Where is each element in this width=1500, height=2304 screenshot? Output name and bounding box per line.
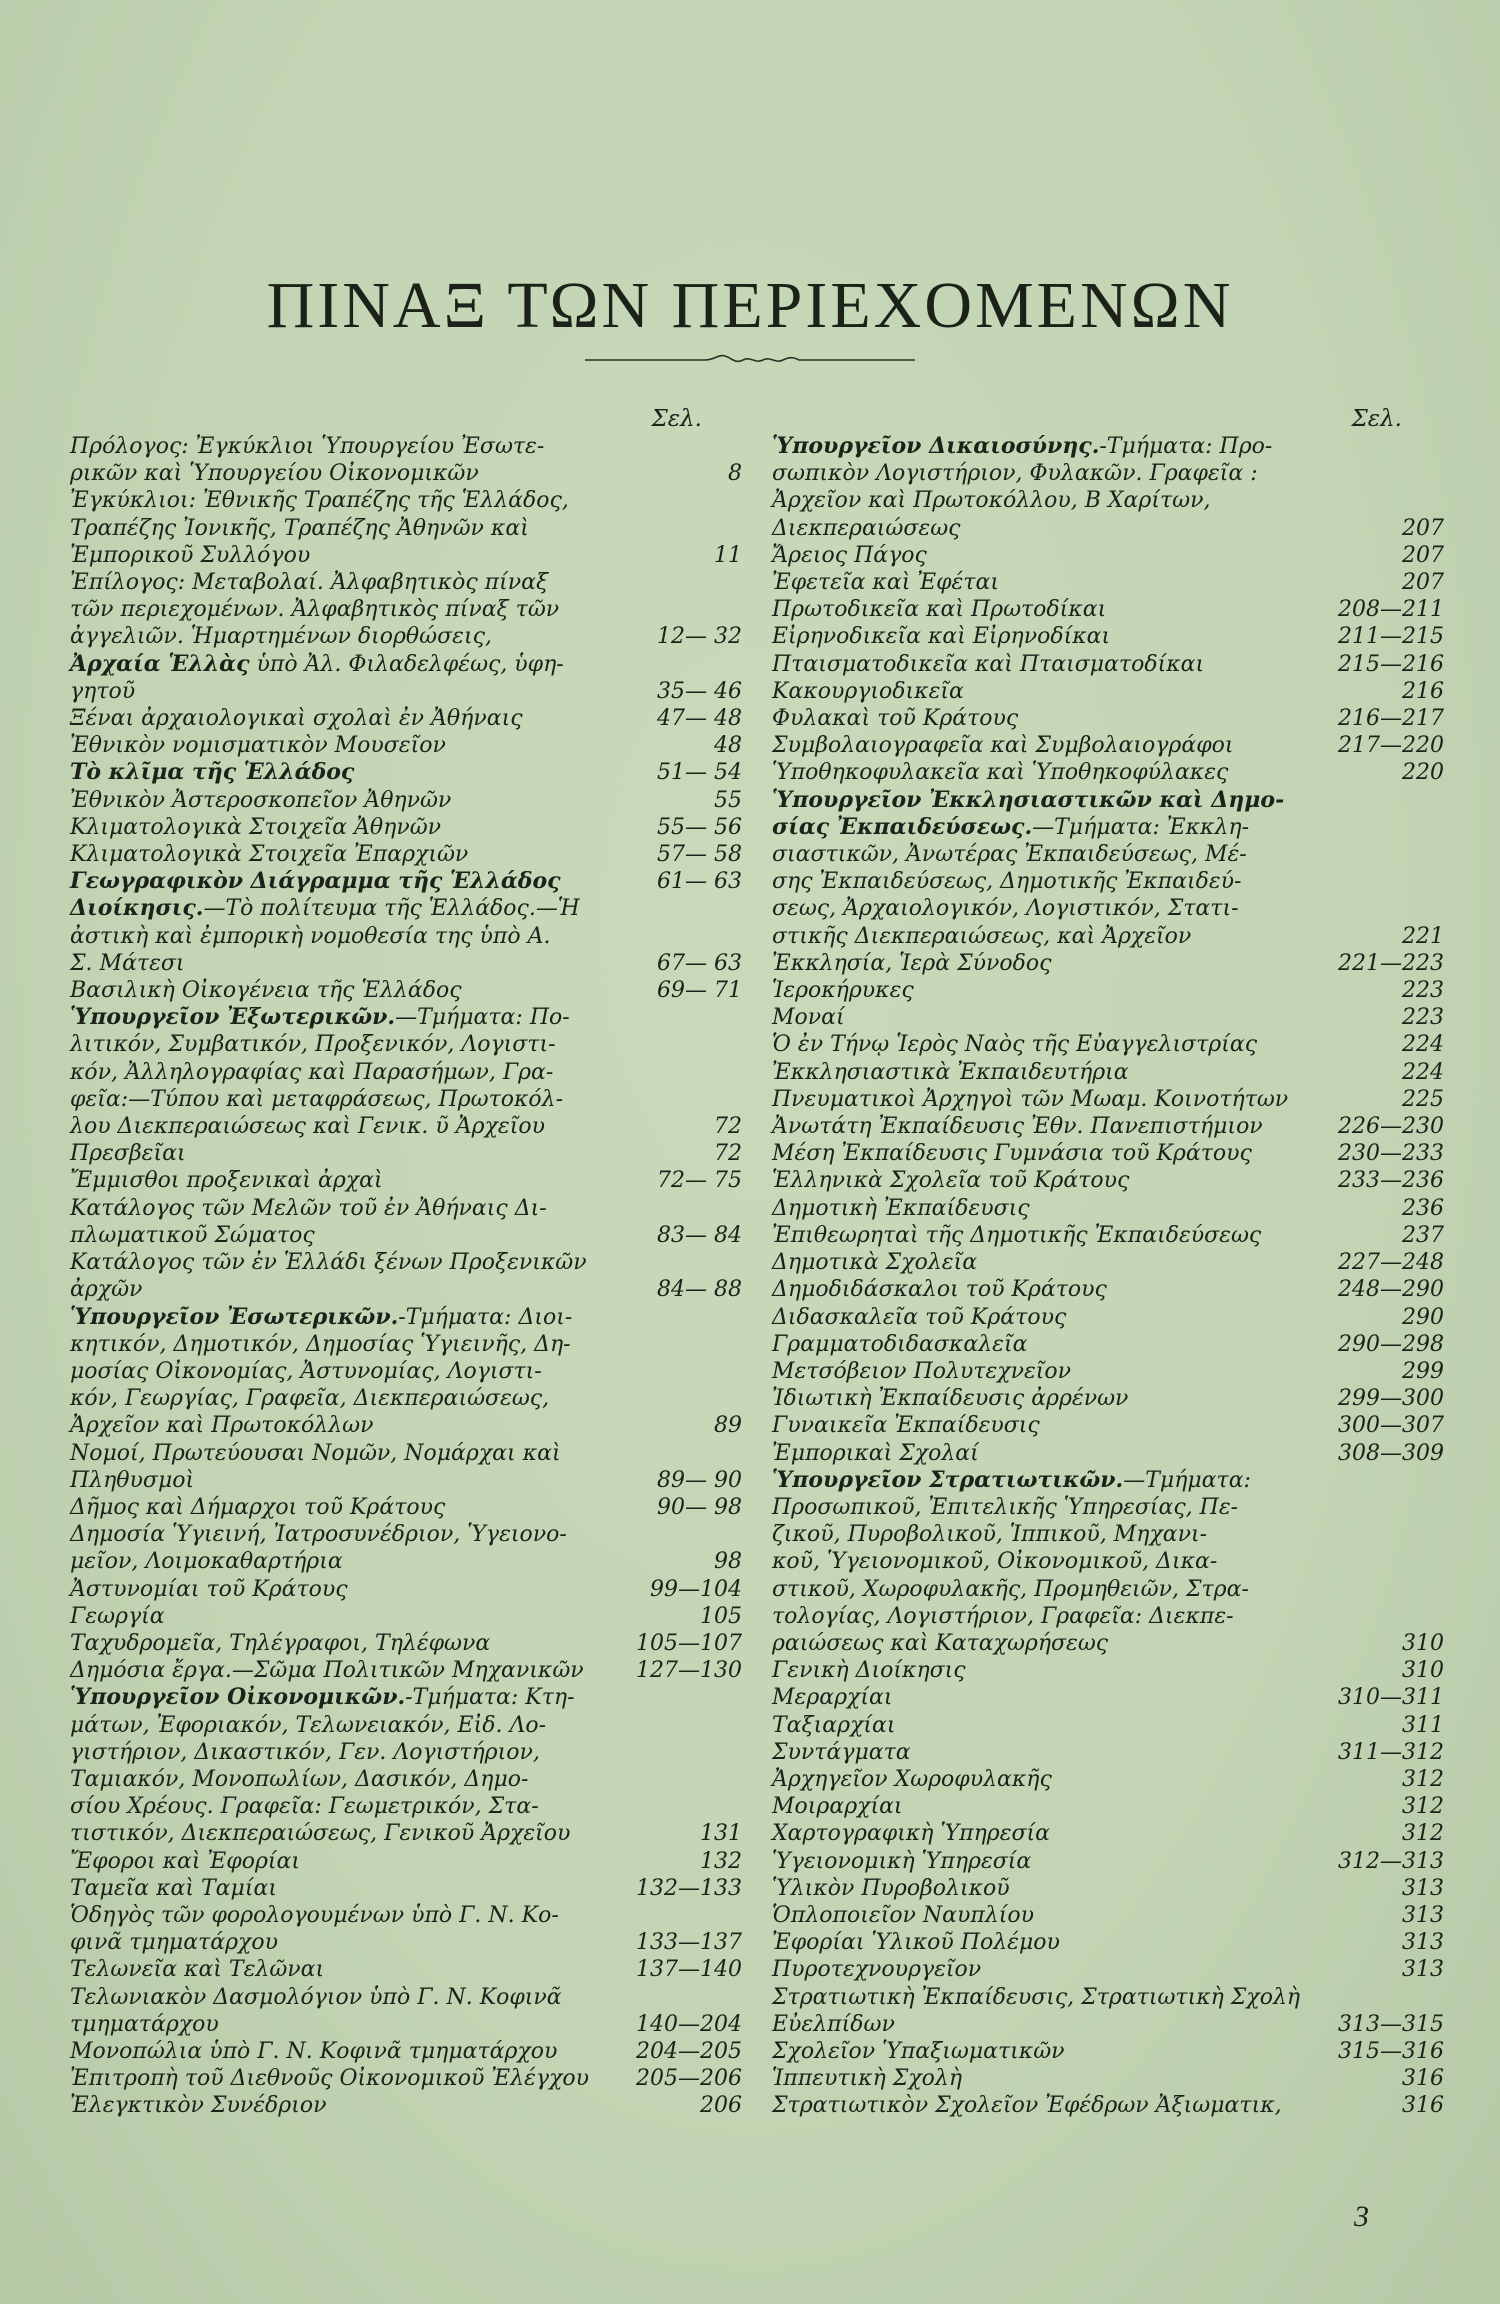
- toc-entry: [772, 1385, 1444, 1412]
- toc-entry-title: Ἐγκύκλιοι: Ἐθνικῆς Τραπέζης τῆς Ἑλλάδος, Τραπέζης Ἰονικῆς, Τραπέζης Ἀθηνῶν καὶ Ἐμπορικοῦ Συλλόγου: [70, 488, 569, 568]
- toc-entry-pages: 11: [714, 542, 742, 568]
- toc-entry-title: Κατάλογος τῶν ἐν Ἑλλάδι ξένων Προξενικῶν ἀρχῶν: [70, 1250, 587, 1303]
- toc-entry-pages: 207: [1402, 515, 1444, 541]
- toc-entry-pages: 35— 46: [657, 678, 742, 704]
- toc-entry-title: Συντάγματα: [772, 1739, 911, 1765]
- toc-entry-pages: 137—140: [636, 1957, 742, 1983]
- toc-entry: [772, 950, 1444, 977]
- toc-entry-pages: 131: [700, 1821, 742, 1847]
- toc-entry-title: Μοναί: [772, 1005, 845, 1031]
- toc-entry: [772, 1684, 1444, 1711]
- toc-entry-pages: 67— 63: [657, 950, 742, 976]
- toc-entry-title: Κακουργιοδικεῖα: [772, 678, 964, 704]
- toc-entry-pages: 207: [1402, 570, 1444, 596]
- toc-entry-pages: 72— 75: [657, 1168, 742, 1194]
- toc-entry-pages: 313: [1402, 1875, 1444, 1901]
- toc-entry-pages: 220: [1402, 760, 1444, 786]
- toc-entry-pages: 57— 58: [657, 842, 742, 868]
- toc-entry: [70, 569, 742, 651]
- toc-entry-pages: 312—313: [1338, 1848, 1444, 1874]
- toc-entry: [772, 1113, 1444, 1140]
- toc-entry: [772, 1848, 1444, 1875]
- toc-entry-title: Στρατιωτικὸν Σχολεῖον Ἐφέδρων Ἀξιωματικ,: [772, 2093, 1282, 2119]
- toc-entry-pages: 211—215: [1338, 624, 1444, 650]
- toc-entry: [70, 2065, 742, 2092]
- toc-entry-title: Μοιραρχίαι: [772, 1794, 903, 1820]
- toc-entry-pages: 216—217: [1338, 706, 1444, 732]
- page-column-header: Σελ.: [651, 406, 702, 432]
- toc-entry-pages: 204—205: [636, 2038, 742, 2064]
- toc-entry-title: Ὑπουργεῖον Οἰκονομικῶν.-Τμήματα: Κτη- μάτων, Ἐφοριακόν, Τελωνειακόν, Εἰδ. Λο- γιστήριον, Δικαστικόν, Γεν. Λογιστήριον, Ταμιακόν, Μονοπωλίων, Δασικόν, Δημο- σίου Χρέους. Γραφεῖα: Γεωμετρικόν, Στα- τιστικόν, Διεκπεραιώσεως, Γενικοῦ Ἀρχεῖου: [70, 1684, 575, 1847]
- toc-entry: [772, 1195, 1444, 1222]
- toc-entry-title: Κατάλογος τῶν Μελῶν τοῦ ἐν Ἀθήναις Δι- πλωματικοῦ Σώματος: [70, 1195, 547, 1248]
- toc-entry-title: Ἰδιωτικὴ Ἐκπαίδευσις ἀρρένων: [772, 1386, 1129, 1412]
- toc-entry: [772, 759, 1444, 786]
- toc-entry: [70, 1576, 742, 1603]
- toc-entry-title: Ἐθνικὸν Ἀστεροσκοπεῖον Ἀθηνῶν: [70, 787, 452, 813]
- toc-entry-pages: 89: [714, 1413, 742, 1439]
- toc-entry: [772, 1467, 1444, 1657]
- toc-entry-pages: 313—315: [1338, 2011, 1444, 2037]
- toc-entry-pages: 12— 32: [657, 624, 742, 650]
- toc-entry-pages: 312: [1402, 1821, 1444, 1847]
- toc-entry-title: Ἔφοροι καὶ Ἐφορίαι: [70, 1848, 300, 1874]
- toc-entry: [772, 1902, 1444, 1929]
- toc-entry-pages: 224: [1402, 1059, 1444, 1085]
- toc-entry: [70, 1167, 742, 1194]
- title-ornament: [585, 350, 915, 370]
- toc-entry-pages: 206: [700, 2093, 742, 2119]
- toc-entry-title: Χαρτογραφικὴ Ὑπηρεσία: [772, 1821, 1051, 1847]
- toc-entry-title: Ὑποθηκοφυλακεῖα καὶ Ὑποθηκοφύλακες: [772, 760, 1229, 786]
- toc-entry: [772, 678, 1444, 705]
- toc-column-left: [70, 405, 742, 2120]
- toc-entry-title: Ἐφορίαι Ὑλικοῦ Πολέμου: [772, 1930, 1060, 1956]
- toc-entry: [70, 1440, 742, 1494]
- toc-entry-pages: 315—316: [1338, 2038, 1444, 2064]
- toc-entry-pages: 72: [714, 1114, 742, 1140]
- toc-entry: [772, 542, 1444, 569]
- toc-entry: [772, 433, 1444, 542]
- toc-entry: [70, 977, 742, 1004]
- toc-entry-title: Μεραρχίαι: [772, 1685, 893, 1711]
- toc-entry: [772, 1766, 1444, 1793]
- toc-entry-pages: 127—130: [636, 1658, 742, 1684]
- toc-entry: [70, 787, 742, 814]
- toc-entry-pages: 223: [1402, 978, 1444, 1004]
- toc-entry-pages: 299: [1402, 1358, 1444, 1384]
- toc-entry: [70, 1684, 742, 1847]
- toc-entry-pages: 223: [1402, 1005, 1444, 1031]
- toc-entry-pages: 230—233: [1338, 1141, 1444, 1167]
- toc-entry-title: Δῆμος καὶ Δήμαρχοι τοῦ Κράτους: [70, 1494, 446, 1520]
- toc-entry-title: Κλιματολογικὰ Στοιχεῖα Ἀθηνῶν: [70, 814, 442, 840]
- toc-entry: [772, 1793, 1444, 1820]
- toc-entry-pages: 51— 54: [657, 760, 742, 786]
- toc-entry-pages: 316: [1402, 2066, 1444, 2092]
- toc-entry: [772, 1140, 1444, 1167]
- toc-entry: [772, 1984, 1444, 2038]
- toc-entry: [772, 623, 1444, 650]
- toc-entry-title: Γεωργία: [70, 1603, 165, 1629]
- toc-column-right: [772, 405, 1444, 2120]
- toc-entry: [772, 2092, 1444, 2119]
- toc-entry: [772, 1276, 1444, 1303]
- toc-entry-pages: 84— 88: [657, 1277, 742, 1303]
- toc-entry-title: Ἐμπορικαὶ Σχολαί: [772, 1440, 979, 1466]
- toc-entry-title: Τελωνεῖα καὶ Τελῶναι: [70, 1957, 325, 1983]
- toc-entry: [70, 814, 742, 841]
- toc-entry-pages: 99—104: [650, 1576, 742, 1602]
- toc-entry-pages: 312: [1402, 1794, 1444, 1820]
- toc-entry-title: Ὑπουργεῖον Ἐξωτερικῶν.—Τμήματα: Πο- λιτικόν, Συμβατικόν, Προξενικόν, Λογιστι- κόν, Ἀλληλογραφίας καὶ Παρασήμων, Γρα- φεῖα:—Τύπου καὶ μεταφράσεως, Πρωτοκόλ- λου Διεκπεραιώσεως καὶ Γενικ. ῦ Ἀρχεῖου: [70, 1004, 570, 1140]
- toc-entry: [70, 1657, 742, 1684]
- toc-entry-title: Πνευματικοὶ Ἀρχηγοὶ τῶν Μωαμ. Κοινοτήτων: [772, 1086, 1289, 1112]
- toc-entry-pages: 225: [1402, 1086, 1444, 1112]
- toc-entry-title: Μετσόβειον Πολυτεχνεῖον: [772, 1358, 1072, 1384]
- toc-entry-pages: 221—223: [1338, 950, 1444, 976]
- toc-entry-title: Ὑπουργεῖον Στρατιωτικῶν.—Τμήματα: Προσωπικοῦ, Ἐπιτελικῆς Ὑπηρεσίας, Πε- ζικοῦ, Πυροβολικοῦ, Ἱππικοῦ, Μηχανι- κοῦ, Ὑγειονομικοῦ, Οἰκονομικοῦ, Δικα- στικοῦ, Χωροφυλακῆς, Προμηθειῶν, Στρα- τολογίας, Λογιστήριον, Γραφεῖα: Διεκπε- ραιώσεως καὶ Καταχωρήσεως: [772, 1466, 1251, 1656]
- toc-entry-title: Ἐπίλογος: Μεταβολαί. Ἀλφαβητικὸς πίναξ τῶν περιεχομένων. Ἀλφαβητικὸς πίναξ τῶν ἀγγελιῶν. Ἡμαρτημένων διορθώσεις,: [70, 570, 560, 650]
- toc-entry: [772, 1222, 1444, 1249]
- toc-entry-pages: 316: [1402, 2093, 1444, 2119]
- toc-entry: [772, 732, 1444, 759]
- toc-entry: [772, 1249, 1444, 1276]
- toc-entry-title: Ὑπουργεῖον Ἐσωτερικῶν.-Τμήματα: Διοι- κητικόν, Δημοτικόν, Δημοσίας Ὑγιεινῆς, Δη- μοσίας Οἰκονομίας, Ἀστυνομίας, Λογιστι- κόν, Γεωργίας, Γραφεῖα, Διεκπεραιώσεως, Ἀρχεῖον καὶ Πρωτοκόλλων: [70, 1303, 573, 1439]
- toc-entry-pages: 72: [714, 1141, 742, 1167]
- toc-entry: [772, 1331, 1444, 1358]
- toc-entry: [70, 1984, 742, 2038]
- toc-entry-title: Φυλακαὶ τοῦ Κράτους: [772, 706, 1019, 732]
- toc-entry-title: Ἐκκλησιαστικὰ Ἐκπαιδευτήρια: [772, 1059, 1129, 1085]
- toc-entry: [70, 2038, 742, 2065]
- page-number: 3: [1354, 2200, 1369, 2233]
- toc-entry-pages: 224: [1402, 1032, 1444, 1058]
- toc-entry: [70, 1902, 742, 1956]
- toc-entry-title: Δημοτικὴ Ἐκπαίδευσις: [772, 1195, 1030, 1221]
- toc-entry-pages: 312: [1402, 1766, 1444, 1792]
- toc-entry-title: Ἔμμισθοι προξενικαὶ ἀρχαὶ: [70, 1168, 383, 1194]
- toc-entry: [70, 1630, 742, 1657]
- toc-entry-pages: 311—312: [1338, 1739, 1444, 1765]
- toc-entry-pages: 310: [1402, 1658, 1444, 1684]
- toc-entry-title: Ἱππευτικὴ Σχολὴ: [772, 2066, 963, 2092]
- toc-entry-title: Μέση Ἐκπαίδευσις Γυμνάσια τοῦ Κράτους: [772, 1141, 1252, 1167]
- toc-entry: [70, 651, 742, 705]
- toc-entry-title: Ἐλεγκτικὸν Συνέδριον: [70, 2093, 327, 2119]
- toc-entry-pages: 310: [1402, 1630, 1444, 1656]
- toc-entry: [70, 1140, 742, 1167]
- toc-entry: [772, 569, 1444, 596]
- toc-entry: [70, 1249, 742, 1303]
- toc-entry: [772, 1304, 1444, 1331]
- toc-entry-pages: 61— 63: [657, 869, 742, 895]
- toc-entry-pages: 105—107: [636, 1630, 742, 1656]
- toc-entry-title: Πρεσβεῖαι: [70, 1141, 186, 1167]
- toc-entry: [70, 1304, 742, 1440]
- toc-entry-pages: 221: [1402, 923, 1444, 949]
- toc-entry-pages: 47— 48: [657, 706, 742, 732]
- toc-entry: [70, 1494, 742, 1521]
- toc-entry-title: Κλιματολογικὰ Στοιχεῖα Ἐπαρχιῶν: [70, 842, 469, 868]
- toc-entry-title: Ὑπουργεῖον Ἐκκλησιαστικῶν καὶ Δημο- σίας Ἐκπαιδεύσεως.—Τμήματα: Ἐκκλη- σιαστικῶν, Ἀνωτέρας Ἐκπαιδεύσεως, Μέ- σης Ἐκπαιδεύσεως, Δημοτικῆς Ἐκπαιδεύ- σεως, Ἀρχαιολογικόν, Λογιστικόν, Στατι- στικῆς Διεκπεραιώσεως, καὶ Ἀρχεῖον: [772, 786, 1285, 949]
- toc-entry-title: Πρωτοδικεῖα καὶ Πρωτοδίκαι: [772, 597, 1107, 623]
- toc-entry: [772, 596, 1444, 623]
- toc-entry-title: Μονοπώλια ὑπὸ Γ. Ν. Κοφινᾶ τμηματάρχου: [70, 2038, 558, 2064]
- toc-entry-title: Δημοτικὰ Σχολεῖα: [772, 1250, 978, 1276]
- toc-entry: [70, 1848, 742, 1875]
- toc-entry-pages: 313: [1402, 1957, 1444, 1983]
- toc-entry: [772, 1712, 1444, 1739]
- toc-entry: [70, 2092, 742, 2119]
- toc-entry: [772, 1956, 1444, 1983]
- toc-entry-title: Ταμεῖα καὶ Ταμίαι: [70, 1875, 277, 1901]
- toc-entry: [772, 1440, 1444, 1467]
- toc-entry: [772, 2038, 1444, 2065]
- toc-entry-pages: 8: [728, 461, 742, 487]
- toc-entry-pages: 105: [700, 1603, 742, 1629]
- toc-entry-title: Διδασκαλεῖα τοῦ Κράτους: [772, 1304, 1067, 1330]
- toc-entry: [772, 651, 1444, 678]
- toc-entry-pages: 237: [1402, 1222, 1444, 1248]
- toc-entry-pages: 83— 84: [657, 1222, 742, 1248]
- toc-entry-pages: 208—211: [1338, 597, 1444, 623]
- toc-entry-title: Γεωγραφικὸν Διάγραμμα τῆς Ἑλλάδος: [70, 868, 561, 895]
- toc-entry-pages: 313: [1402, 1930, 1444, 1956]
- toc-entry-pages: 205—206: [636, 2066, 742, 2092]
- toc-entry: [70, 1875, 742, 1902]
- toc-entry-title: Ἱεροκήρυκες: [772, 978, 914, 1004]
- toc-entry: [772, 1739, 1444, 1766]
- toc-entry-title: Τὸ κλῖμα τῆς Ἑλλάδος: [70, 759, 355, 786]
- toc-entry-pages: 248—290: [1338, 1277, 1444, 1303]
- toc-entry: [772, 705, 1444, 732]
- toc-entry-title: Ἀνωτάτη Ἐκπαίδευσις Ἐθν. Πανεπιστήμιον: [772, 1114, 1263, 1140]
- toc-entry-title: Ὑπουργεῖον Δικαιοσύνης.-Τμήματα: Προ- σωπικὸν Λογιστήριον, Φυλακῶν. Γραφεῖα : Ἀρχεῖον καὶ Πρωτοκόλλου, Β Χαρίτων, Διεκπεραιώσεως: [772, 433, 1273, 541]
- toc-entry: [772, 1059, 1444, 1086]
- toc-entry-pages: 308—309: [1338, 1440, 1444, 1466]
- toc-entry-title: Γενικὴ Διοίκησις: [772, 1658, 966, 1684]
- toc-entry-pages: 300—307: [1338, 1413, 1444, 1439]
- toc-entry-pages: 236: [1402, 1195, 1444, 1221]
- toc-entry-title: Ὑγειονομικὴ Ὑπηρεσία: [772, 1848, 1032, 1874]
- toc-entry: [772, 2065, 1444, 2092]
- toc-entry-title: Νομοί, Πρωτεύουσαι Νομῶν, Νομάρχαι καὶ Πληθυσμοὶ: [70, 1440, 561, 1493]
- toc-entry: [70, 841, 742, 868]
- toc-entry-title: Διοίκησις.—Τὸ πολίτευμα τῆς Ἑλλάδος.—Ἡ ἀστικὴ καὶ ἐμπορικὴ νομοθεσία της ὑπὸ Α. Σ. Μάτεσι: [70, 895, 580, 976]
- toc-entry-title: Πταισματοδικεῖα καὶ Πταισματοδίκαι: [772, 651, 1205, 677]
- toc-entry: [70, 487, 742, 569]
- toc-entry-title: Ὁδηγὸς τῶν φορολογουμένων ὑπὸ Γ. Ν. Κο- φινᾶ τμηματάρχου: [70, 1902, 559, 1956]
- toc-entry: [70, 1004, 742, 1140]
- toc-entry-pages: 132: [700, 1848, 742, 1874]
- toc-entry-title: Ὑλικὸν Πυροβολικοῦ: [772, 1875, 1010, 1901]
- toc-entry-title: Γραμματοδιδασκαλεῖα: [772, 1331, 1028, 1357]
- toc-entry-title: Συμβολαιογραφεῖα καὶ Συμβολαιογράφοι: [772, 733, 1234, 759]
- toc-entry-pages: 89— 90: [657, 1467, 742, 1493]
- toc-entry: [70, 433, 742, 487]
- toc-entry: [772, 1086, 1444, 1113]
- toc-entry-pages: 313: [1402, 1902, 1444, 1928]
- toc-entry: [70, 895, 742, 977]
- toc-entry-pages: 48: [714, 733, 742, 759]
- toc-entry-pages: 226—230: [1338, 1114, 1444, 1140]
- toc-entry-title: Ἄρειος Πάγος: [772, 542, 927, 568]
- toc-entry-title: Ἀρχαία Ἑλλὰς ὑπὸ Ἀλ. Φιλαδελφέως, ὑφη- γητοῦ: [70, 650, 564, 704]
- toc-entry-title: Ἀστυνομίαι τοῦ Κράτους: [70, 1576, 348, 1602]
- toc-entry: [70, 1195, 742, 1249]
- toc-entry-pages: 290—298: [1338, 1331, 1444, 1357]
- toc-entry-title: Πρόλογος: Ἐγκύκλιοι Ὑπουργείου Ἐσωτε- ρικῶν καὶ Ὑπουργείου Οἰκονομικῶν: [70, 434, 545, 487]
- toc-entry-title: Στρατιωτικὴ Ἐκπαίδευσις, Στρατιωτικὴ Σχολὴ Εὐελπίδων: [772, 1984, 1301, 2037]
- toc-entry-title: Γυναικεῖα Ἐκπαίδευσις: [772, 1413, 1040, 1439]
- toc-entry-title: Ὁ ἐν Τήνῳ Ἱερὸς Ναὸς τῆς Εὐαγγελιστρίας: [772, 1032, 1258, 1058]
- toc-entry-title: Ταχυδρομεῖα, Τηλέγραφοι, Τηλέφωνα: [70, 1630, 491, 1656]
- toc-entry-pages: 310—311: [1338, 1685, 1444, 1711]
- toc-entry-pages: 290: [1402, 1304, 1444, 1330]
- toc-entry: [772, 1929, 1444, 1956]
- toc-entry-title: Ἑλληνικὰ Σχολεῖα τοῦ Κράτους: [772, 1168, 1130, 1194]
- toc-entry-pages: 217—220: [1338, 733, 1444, 759]
- toc-entry-pages: 215—216: [1338, 651, 1444, 677]
- toc-entry: [772, 1004, 1444, 1031]
- toc-entry: [70, 868, 742, 895]
- toc-entry-title: Δημοσία Ὑγιεινή, Ἰατροσυνέδριον, Ὑγειονο- μεῖον, Λοιμοκαθαρτήρια: [70, 1522, 567, 1575]
- toc-entry: [772, 1820, 1444, 1847]
- toc-entry-title: Ὁπλοποιεῖον Ναυπλίου: [772, 1902, 1035, 1928]
- toc-entry: [70, 1521, 742, 1575]
- toc-entry-pages: 207: [1402, 542, 1444, 568]
- toc-entry: [70, 759, 742, 786]
- toc-entry-title: Ἐφετεῖα καὶ Ἐφέται: [772, 570, 999, 596]
- toc-entry-title: Ἀρχηγεῖον Χωροφυλακῆς: [772, 1766, 1052, 1792]
- toc-entry-pages: 227—248: [1338, 1250, 1444, 1276]
- page-column-header: Σελ.: [1351, 406, 1402, 432]
- toc-entry: [772, 787, 1444, 950]
- page-title: ΠΙΝΑΞ ΤΩΝ ΠΕΡΙΕΧΟΜΕΝΩΝ: [266, 269, 1234, 342]
- toc-entry: [70, 705, 742, 732]
- toc-entry-title: Δημόσια ἔργα.—Σῶμα Πολιτικῶν Μηχανικῶν: [70, 1658, 584, 1684]
- toc-entry-pages: 90— 98: [657, 1494, 742, 1520]
- toc-entry: [772, 1412, 1444, 1439]
- toc-entry-pages: 55: [714, 787, 742, 813]
- toc-entry-title: Ξέναι ἀρχαιολογικαὶ σχολαὶ ἐν Ἀθήναις: [70, 706, 523, 732]
- toc-entry-title: Σχολεῖον Ὑπαξιωματικῶν: [772, 2038, 1065, 2064]
- toc-entry-pages: 132—133: [636, 1875, 742, 1901]
- toc-entry-pages: 233—236: [1338, 1168, 1444, 1194]
- toc-entry: [772, 1875, 1444, 1902]
- toc-entry-title: Ἐπιτροπὴ τοῦ Διεθνοῦς Οἰκονομικοῦ Ἐλέγχου: [70, 2066, 590, 2092]
- toc-entry-pages: 69— 71: [657, 978, 742, 1004]
- toc-entry-title: Ἐπιθεωρηταὶ τῆς Δημοτικῆς Ἐκπαιδεύσεως: [772, 1222, 1262, 1248]
- toc-entry-title: Δημοδιδάσκαλοι τοῦ Κράτους: [772, 1277, 1107, 1303]
- toc-entry-title: Ἐθνικὸν νομισματικὸν Μουσεῖον: [70, 733, 446, 759]
- toc-entry-pages: 133—137: [636, 1930, 742, 1956]
- toc-entry-title: Ταξιαρχίαι: [772, 1712, 896, 1738]
- toc-entry: [70, 732, 742, 759]
- toc-entry-pages: 299—300: [1338, 1386, 1444, 1412]
- toc-entry-title: Εἰρηνοδικεῖα καὶ Εἰρηνοδίκαι: [772, 624, 1111, 650]
- toc-entry: [772, 1167, 1444, 1194]
- toc-entry: [70, 1956, 742, 1983]
- toc-entry: [772, 1657, 1444, 1684]
- toc-entry-title: Ἐκκλησία, Ἱερὰ Σύνοδος: [772, 950, 1052, 976]
- toc-entry: [772, 1031, 1444, 1058]
- toc-entry-pages: 311: [1402, 1712, 1444, 1738]
- toc-entry: [772, 977, 1444, 1004]
- toc-entry-pages: 140—204: [636, 2011, 742, 2037]
- toc-entry-title: Τελωνιακὸν Δασμολόγιον ὑπὸ Γ. Ν. Κοφινᾶ τμηματάρχου: [70, 1984, 562, 2037]
- toc-entry: [70, 1603, 742, 1630]
- toc-entry-pages: 98: [714, 1549, 742, 1575]
- toc-entry-title: Πυροτεχνουργεῖον: [772, 1957, 982, 1983]
- toc-entry: [772, 1358, 1444, 1385]
- toc-entry-pages: 216: [1402, 678, 1444, 704]
- toc-entry-pages: 55— 56: [657, 814, 742, 840]
- toc-entry-title: Βασιλικὴ Οἰκογένεια τῆς Ἑλλάδος: [70, 978, 462, 1004]
